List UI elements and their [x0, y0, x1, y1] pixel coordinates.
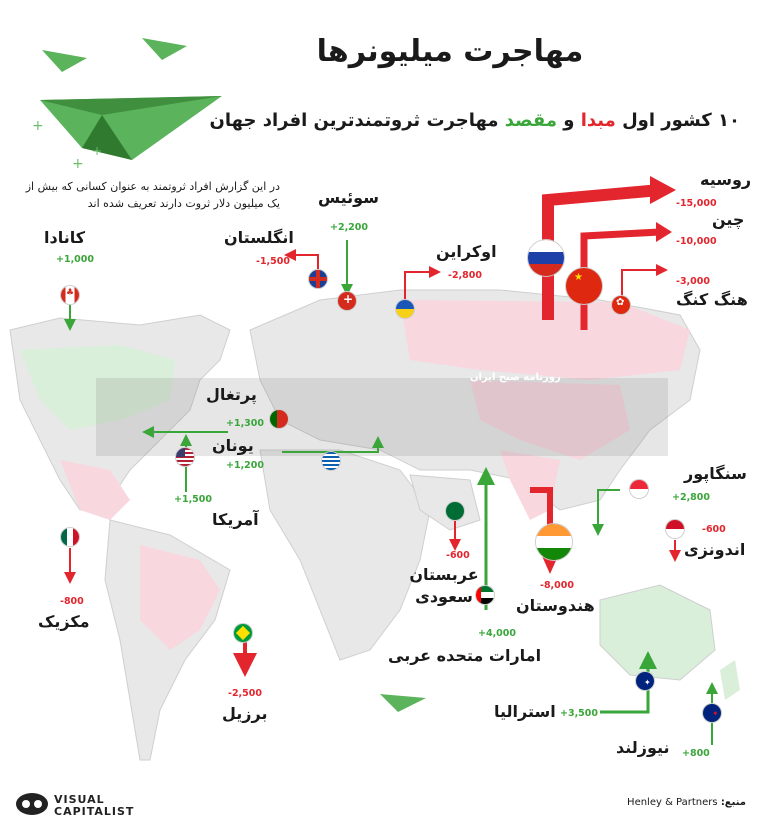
svg-text:+: + — [72, 156, 84, 170]
country-label-indonesia: اندونزی — [684, 540, 746, 559]
value-newzealand: +800 — [682, 748, 710, 759]
indonesia-flag-icon — [666, 520, 684, 538]
hongkong-flag-icon: ✿ — [612, 296, 630, 314]
country-label-swiss: سوئیس — [318, 188, 379, 207]
value-uae: +4,000 — [478, 628, 517, 639]
value-usa: +1,500 — [174, 494, 213, 505]
greece-flag-icon — [322, 452, 340, 470]
svg-text:+: + — [92, 144, 103, 158]
country-label-russia: روسیه — [700, 170, 752, 189]
value-canada: +1,000 — [56, 254, 95, 265]
country-label-china: چین — [712, 210, 745, 229]
source-credit: منبع: Henley & Partners — [627, 797, 746, 808]
ukraine-flag-icon — [396, 300, 414, 318]
value-hongkong: -3,000 — [676, 276, 710, 287]
india-flag-icon — [536, 524, 572, 560]
value-greece: +1,200 — [226, 460, 265, 471]
value-russia: -15,000 — [676, 198, 717, 209]
value-india: -8,000 — [540, 580, 574, 591]
singapore-flag-icon — [630, 480, 648, 498]
value-australia: +3,500 — [560, 708, 599, 719]
visual-capitalist-logo-icon — [14, 790, 50, 818]
switzerland-flag-icon: + — [338, 292, 356, 310]
logo-text: VISUAL CAPITALIST — [54, 793, 135, 818]
country-label-hongkong: هنگ کنگ — [676, 290, 748, 309]
country-label-uk: انگلستان — [224, 228, 294, 247]
australia-flag-icon: ✦ — [636, 672, 654, 690]
value-china: -10,000 — [676, 236, 717, 247]
country-label-brazil: برزیل — [222, 704, 268, 723]
usa-flag-icon — [176, 448, 194, 466]
value-brazil: -2,500 — [228, 688, 262, 699]
saudi-flag-icon — [446, 502, 464, 520]
canada-flag-icon: ♣ — [61, 286, 79, 304]
mexico-flag-icon — [61, 528, 79, 546]
value-singapore: +2,800 — [672, 492, 711, 503]
country-label-singapore: سنگاپور — [684, 464, 747, 483]
definition-note: در این گزارش افراد ثروتمند به عنوان کسانی که بیش از یک میلیون دلار ثروت دارند تعریف شده اند — [25, 180, 280, 210]
country-label-saudi: عربستان سعودی — [409, 565, 479, 606]
value-indonesia: -600 — [702, 524, 726, 535]
watermark-text: روزنامه صبح ایران — [470, 372, 561, 383]
country-label-usa: آمریکا — [212, 510, 259, 529]
value-portugal: +1,300 — [226, 418, 265, 429]
china-flag-icon: ★ — [566, 268, 602, 304]
value-ukraine: -2,800 — [448, 270, 482, 281]
country-label-india: هندوستان — [516, 596, 595, 615]
country-label-ukraine: اوکراین — [436, 242, 497, 261]
value-uk: -1,500 — [256, 256, 290, 267]
brazil-flag-icon — [234, 624, 252, 642]
uk-flag-icon — [309, 270, 327, 288]
country-label-uae: امارات متحده عربی — [388, 646, 542, 665]
value-mexico: -800 — [60, 596, 84, 607]
country-label-mexico: مکزیک — [38, 612, 90, 631]
country-label-australia: استرالیا — [494, 702, 556, 721]
country-label-canada: کانادا — [44, 228, 86, 247]
newzealand-flag-icon: ✦ — [703, 704, 721, 722]
value-saudi: -600 — [446, 550, 470, 561]
portugal-flag-icon — [270, 410, 288, 428]
country-label-newzealand: نیوزلند — [616, 738, 670, 757]
russia-flag-icon — [528, 240, 564, 276]
value-swiss: +2,200 — [330, 222, 369, 233]
page-title: مهاجرت میلیونرها — [316, 34, 584, 69]
svg-text:+: + — [32, 118, 44, 134]
page-subtitle: ۱۰ کشور اول مبدا و مقصد مهاجرت ثروتمندترین افراد جهان — [209, 110, 740, 131]
country-label-portugal: پرتغال — [206, 385, 257, 404]
country-label-greece: یونان — [212, 436, 254, 455]
